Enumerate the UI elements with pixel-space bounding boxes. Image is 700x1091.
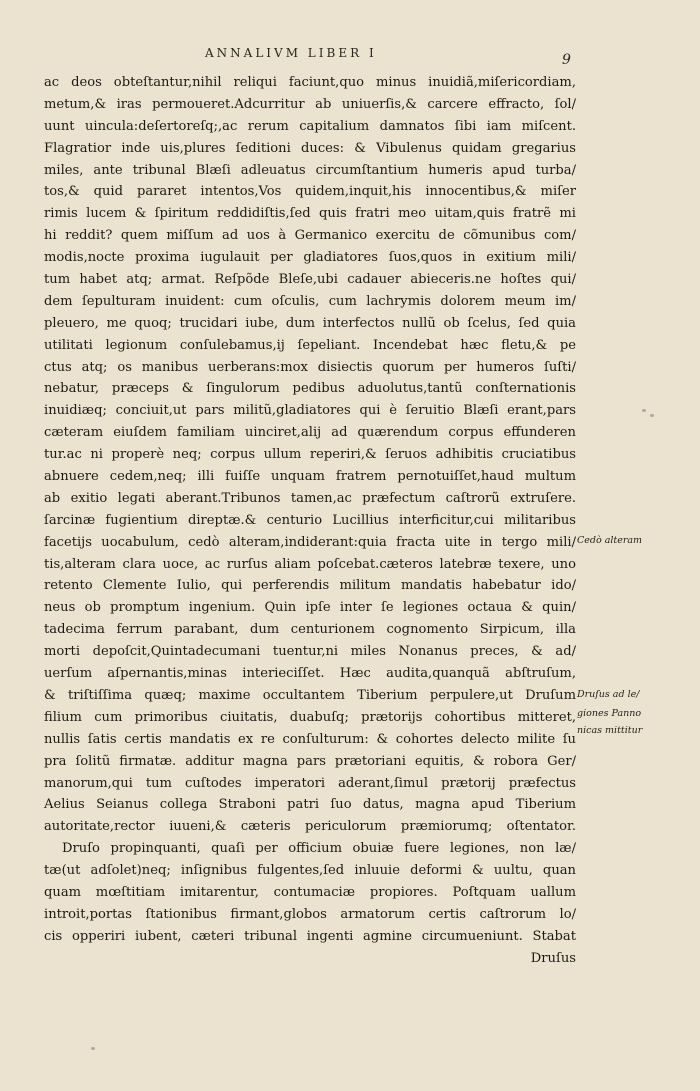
- text-line: utilitati legionum conſulebamus,ij ſepeliant. Incendebat hæc fletu,& pe: [44, 337, 576, 353]
- text-line: uerſum aſpernantis,minas interieciſſet. Hæc audita,quanquã abſtruſum,: [44, 666, 576, 682]
- text-line: inuidiæq; conciuit,ut pars militũ,gladiatores qui è ſeruitio Blæſi erant,pars: [44, 403, 576, 419]
- text-line: ſarcinæ fugientium direptæ.& centurio Lucillius interficitur,cui militaribus: [44, 512, 576, 528]
- text-line: introit,portas ſtationibus firmant,globos armatorum certis caſtrorum lo/: [44, 906, 576, 922]
- text-line: rimis lucem & ſpiritum reddidiſtis,ſed quis fratri meo uitam,quis fratrẽ mi: [44, 206, 576, 222]
- text-line: Druſo propinquanti, quaſi per officium obuiæ fuere legiones, non læ/: [62, 841, 576, 857]
- text-line: retento Clemente Iulio, qui perferendis militum mandatis habebatur ido/: [44, 578, 576, 594]
- text-line: pra ſolitũ firmatæ. additur magna pars prætoriani equitis, & robora Ger/: [44, 753, 576, 769]
- text-line: tos,& quid pararet intentos,Vos quidem,inquit,his innocentibus,& miſer: [44, 184, 576, 200]
- text-line: dem ſepulturam inuident: cum oſculis, cum lachrymis dolorem meum im/: [44, 293, 576, 309]
- text-line: ab exitio legati aberant.Tribunos tamen,ac præfectum caſtrorũ extruſere.: [44, 490, 576, 506]
- text-line: tadecima ferrum parabant, dum centurionem cognomento Sirpicum, illa: [44, 622, 576, 638]
- text-line: uunt uincula:deſertoreſq;,ac rerum capitalium damnatos ſibi iam miſcent.: [44, 118, 576, 134]
- text-line: cis opperiri iubent, cæteri tribunal ingenti agmine circumueniunt. Stabat: [44, 928, 576, 944]
- text-line: ac deos obteſtantur,nihil reliqui faciunt,quo minus inuidiã,miſericordiam,: [44, 75, 576, 90]
- margin-note: nicas mittitur: [577, 725, 643, 736]
- text-line: metum,& iras permoueret.Adcurritur ab uniuerſis,& carcere effracto, ſol/: [44, 96, 576, 112]
- text-line: tæ(ut adſolet)neq; inſignibus fulgentes,ſed inluuie deformi & uultu, quan: [44, 863, 576, 879]
- text-line: tur.ac ni properè neq; corpus ullum reperiri,& ſeruos adhibitis cruciatibus: [44, 447, 576, 463]
- text-line: tis,alteram clara uoce, ac rurſus aliam poſcebat.cæteros latebræ texere, uno: [44, 556, 576, 572]
- text-line: filium cum primoribus ciuitatis, duabuſq; prætorijs cohortibus mitteret,: [44, 709, 576, 725]
- paper-speck: [642, 409, 646, 412]
- text-line: abnuere cedem,neq; illi fuiſſe unquam fratrem pernotuiſſet,haud multum: [44, 469, 576, 485]
- text-line: quam mœſtitiam imitarentur, contumaciæ propiores. Poſtquam uallum: [44, 884, 576, 900]
- page-number: 9: [562, 52, 571, 68]
- margin-note: Druſus ad le/: [577, 689, 640, 700]
- paper-speck: [91, 1047, 95, 1050]
- running-head: ANNALIVM LIBER I: [205, 46, 377, 60]
- catchword: Druſus: [530, 950, 576, 966]
- margin-note: Cedò alteram: [577, 535, 643, 546]
- text-line: nebatur, præceps & ſingulorum pedibus aduolutus,tantũ conſternationis: [44, 381, 576, 397]
- text-line: & triſtiſſima quæq; maxime occultantem Tiberium perpulere,ut Druſum: [44, 687, 576, 703]
- text-line: autoritate,rector iuueni,& cæteris periculorum præmiorumq; oſtentator.: [44, 819, 576, 835]
- text-line: ctus atq; os manibus uerberans:mox disiectis quorum per humeros ſuſti/: [44, 359, 576, 375]
- text-line: tum habet atq; armat. Reſpõde Bleſe,ubi cadauer abieceris.ne hoſtes qui/: [44, 272, 576, 288]
- text-line: manorum,qui tum cuſtodes imperatori aderant,ſimul prætorij præfectus: [44, 775, 576, 791]
- text-line: nullis ſatis certis mandatis ex re conſulturum: & cohortes delecto milite ſu: [44, 731, 576, 747]
- paper-speck: [650, 414, 654, 417]
- text-line: morti depoſcit,Quintadecumani tuentur,ni miles Nonanus preces, & ad/: [44, 644, 576, 660]
- text-line: facetijs uocabulum, cedò alteram,indiderant:quia fracta uite in tergo mili/: [44, 534, 576, 550]
- text-line: miles, ante tribunal Blæſi adleuatus circumſtantium humeris apud turba/: [44, 162, 576, 178]
- text-line: cæteram eiuſdem familiam uinciret,alij ad quærendum corpus effunderen: [44, 425, 576, 441]
- text-line: modis,nocte proxima iugulauit per gladiatores ſuos,quos in exitium mili/: [44, 250, 576, 266]
- body-text: [44, 72, 576, 970]
- text-line: hi reddit? quem miſſum ad uos à Germanico exercitu de cõmunibus com/: [44, 228, 576, 244]
- margin-note: giones Panno: [577, 708, 642, 719]
- text-line: neus ob promptum ingenium. Quin ipſe inter ſe legiones octaua & quin/: [44, 600, 576, 616]
- text-line: pleuero, me quoq; trucidari iube, dum interfectos nullũ ob ſcelus, ſed quia: [44, 315, 576, 331]
- text-line: Aelius Seianus collega Straboni patri ſuo datus, magna apud Tiberium: [44, 797, 576, 813]
- text-line: Flagratior inde uis,plures ſeditioni duces: & Vibulenus quidam gregarius: [44, 140, 576, 156]
